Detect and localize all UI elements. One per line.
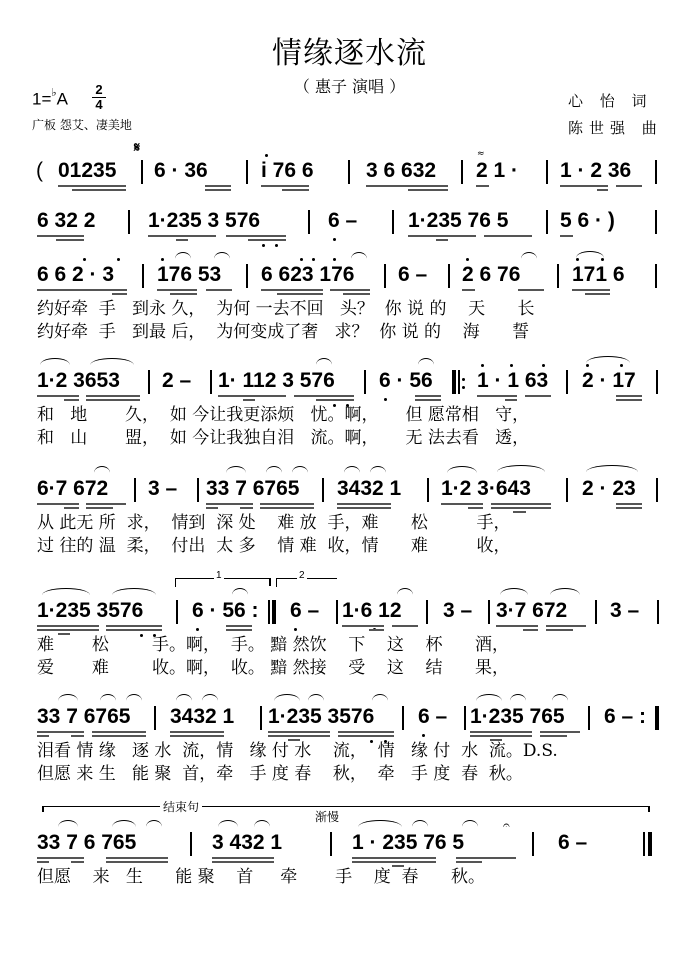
measure-1-1: 01235	[58, 159, 117, 182]
high-dot	[586, 364, 589, 367]
underline	[261, 185, 309, 187]
measure-2-4: 1·235 76 5	[408, 209, 509, 232]
underline	[37, 731, 84, 733]
measure-8-4: 6 –	[558, 831, 588, 854]
underline	[56, 239, 84, 241]
high-dot	[312, 258, 315, 261]
ending-bracket	[42, 806, 648, 807]
high-dot	[510, 364, 513, 367]
song-title: 情缘逐水流	[272, 36, 427, 71]
underline	[523, 629, 538, 631]
measure-7-3: 1·235 3576	[268, 705, 375, 728]
barline	[330, 832, 332, 856]
time-bottom: 4	[95, 97, 103, 112]
volta-1-bracket	[175, 570, 271, 587]
underline	[597, 189, 608, 191]
composer-credit: 陈世强 曲	[568, 119, 663, 137]
underline	[106, 857, 168, 859]
measure-4-6: 2 · 17	[582, 369, 636, 392]
lyrics-verse-1: 从 此无 所 求， 情到 深 处 难 放 手，难 松 手，	[37, 513, 511, 533]
underline	[282, 189, 309, 191]
measure-2-3: 6 –	[328, 209, 358, 232]
slur	[552, 694, 568, 701]
slur	[308, 694, 324, 701]
final-barline	[648, 832, 652, 856]
ritardando-label: 渐慢	[312, 808, 342, 825]
barline	[557, 264, 559, 288]
barline	[384, 264, 386, 288]
measure-5-2: 3 –	[148, 477, 178, 500]
measure-7-2: 3432 1	[170, 705, 235, 728]
barline	[427, 478, 429, 502]
underline	[205, 185, 231, 187]
slur	[226, 466, 246, 473]
slur	[232, 588, 248, 595]
time-top: 2	[95, 82, 103, 97]
slur	[397, 588, 413, 595]
slur	[476, 694, 502, 701]
barline	[197, 478, 199, 502]
underline	[176, 239, 188, 241]
slur	[176, 694, 192, 701]
lyrics-verse-1: 但愿 来 生 能 聚 首 牵 手 度 春 秋。	[37, 867, 485, 887]
measure-5-6: 2 · 23	[582, 477, 636, 500]
measure-1-2: 6 · 36	[154, 159, 208, 182]
underline	[37, 235, 84, 237]
measure-1-3: i 76 6	[261, 159, 314, 182]
measure-6-3: 6 –	[290, 599, 320, 622]
underline	[58, 185, 126, 187]
barline	[336, 600, 338, 624]
underline	[148, 235, 216, 237]
underline	[441, 503, 483, 505]
underline	[477, 395, 517, 397]
underline	[476, 185, 489, 187]
barline	[464, 706, 466, 730]
low-dot	[262, 244, 265, 247]
measure-8-1: 33 7 6 765	[37, 831, 137, 854]
measure-2-2: 1·235 3 576	[148, 209, 261, 232]
slur	[58, 820, 78, 827]
slur	[254, 820, 270, 827]
barline	[643, 832, 645, 856]
measure-6-6: 3·7 672	[496, 599, 568, 622]
barline	[546, 210, 548, 234]
underline	[86, 395, 140, 397]
repeat-start-barline	[452, 370, 456, 394]
lyricist-credit: 心 怡 词	[568, 92, 653, 110]
repeat-dot	[462, 386, 465, 389]
underline	[206, 503, 253, 505]
measure-6-5: 3 –	[443, 599, 473, 622]
barline	[322, 478, 324, 502]
underline	[456, 857, 516, 859]
underline	[496, 625, 538, 627]
high-dot	[481, 364, 484, 367]
underline	[415, 395, 441, 397]
slur	[497, 465, 545, 472]
underline	[540, 731, 580, 733]
underline	[392, 625, 418, 627]
underline	[616, 399, 642, 401]
measure-6-4: 1·6 12	[342, 599, 402, 622]
underline	[260, 503, 314, 505]
underline	[106, 625, 162, 627]
underline	[560, 185, 608, 187]
barline	[148, 370, 150, 394]
slur	[344, 466, 360, 473]
fermata-icon: 𝄐	[503, 818, 510, 832]
barline	[364, 370, 366, 394]
slur	[447, 466, 477, 473]
flat-icon: ♭	[51, 87, 57, 99]
high-dot	[265, 154, 268, 157]
barline	[308, 210, 310, 234]
low-dot	[333, 238, 336, 241]
barline	[657, 600, 659, 624]
underline	[513, 511, 526, 513]
underline	[491, 503, 551, 505]
measure-6-7: 3 –	[610, 599, 640, 622]
underline	[37, 857, 84, 859]
measure-3-2: 176 53	[157, 263, 222, 286]
key-note: A	[56, 89, 68, 109]
volta-1-end	[269, 578, 271, 586]
time-signature	[92, 84, 106, 111]
measure-6-2: 6 · 56 :	[192, 599, 259, 622]
measure-7-1: 33 7 6765	[37, 705, 131, 728]
barline	[246, 160, 248, 184]
underline	[205, 189, 231, 191]
slur	[510, 694, 526, 701]
barline	[190, 832, 192, 856]
barline	[656, 370, 658, 394]
slur	[372, 694, 388, 701]
high-dot	[117, 258, 120, 261]
measure-5-1: 6·7 672	[37, 477, 109, 500]
high-dot	[300, 258, 303, 261]
volta-2-bracket	[276, 570, 337, 587]
measure-8-3: 1 · 235 76 5	[352, 831, 465, 854]
lyrics-verse-1: 难 松 手。啊， 手。 黯 然饮 下 这 杯 酒，	[37, 635, 509, 655]
slur	[358, 820, 402, 827]
slur	[462, 820, 478, 827]
barline	[655, 160, 657, 184]
measure-7-4: 6 –	[418, 705, 448, 728]
trill-icon: ≈	[477, 149, 485, 159]
lyrics-verse-2: 和 山 盟， 如 今让我独自泪 流。啊， 无 法去看 透，	[37, 428, 530, 448]
underline	[616, 503, 642, 505]
key-label: 1=	[32, 89, 52, 109]
underline	[170, 731, 224, 733]
barline	[458, 370, 460, 394]
slur	[586, 465, 638, 472]
underline	[157, 289, 197, 291]
barline	[134, 478, 136, 502]
barline	[154, 706, 156, 730]
underline	[462, 289, 475, 291]
lyrics-verse-1: 泪看 情 缘 逐 水 流，情 缘 付 水 流， 情 缘 付 水 流。D.S.	[37, 741, 558, 761]
measure-7-5: 1·235 765	[470, 705, 565, 728]
underline	[518, 289, 544, 291]
barline	[210, 370, 212, 394]
slur	[112, 820, 136, 827]
measure-1-4: 3 6 632	[366, 159, 437, 182]
barline	[268, 600, 270, 624]
barline	[655, 264, 657, 288]
underline	[616, 395, 642, 397]
slur	[550, 588, 580, 595]
underline	[546, 625, 586, 627]
high-dot	[542, 364, 545, 367]
underline	[470, 731, 532, 733]
underline	[92, 731, 146, 733]
lyrics-verse-1: 约好牵 手 到永 久， 为何 一去不回 头？ 你 说 的 天 长	[37, 299, 535, 319]
slur	[146, 820, 162, 827]
slur	[94, 466, 110, 473]
slur	[126, 694, 142, 701]
measure-4-3: 1· 112 3 576	[218, 369, 335, 392]
measure-5-5: 1·2 3·643	[441, 477, 531, 500]
underline	[366, 185, 448, 187]
underline	[268, 731, 330, 733]
underline	[585, 293, 610, 295]
measure-1-5: 2 1 ·	[476, 159, 519, 182]
slur	[274, 694, 300, 701]
underline	[294, 395, 354, 397]
underline	[248, 239, 286, 241]
slur	[316, 358, 332, 365]
barline	[448, 264, 450, 288]
underline	[342, 625, 384, 627]
high-dot	[161, 258, 164, 261]
barline	[566, 478, 568, 502]
measure-4-5: 1 · 1 63	[477, 369, 549, 392]
underline	[37, 625, 99, 627]
ending-bracket-end	[648, 806, 650, 812]
lyrics-verse-2: 爱 难 收。啊， 收。 黯 然接 受 这 结 果，	[37, 658, 509, 678]
measure-6-1: 1·235 3576	[37, 599, 144, 622]
lyrics-verse-2: 约好牵 手 到最 后， 为何变成了奢 求？ 你 说 的 海 誓	[37, 322, 530, 342]
slur	[521, 252, 537, 259]
measure-2-1: 6 32 2	[37, 209, 96, 232]
barline	[260, 706, 262, 730]
underline	[408, 235, 476, 237]
underline	[212, 857, 274, 859]
measure-5-4: 3432 1	[337, 477, 402, 500]
underline	[484, 235, 532, 237]
underline	[352, 857, 436, 859]
underline	[560, 235, 573, 237]
underline	[338, 731, 394, 733]
slur	[500, 588, 528, 595]
high-dot	[333, 258, 336, 261]
barline	[461, 160, 463, 184]
slur	[100, 694, 116, 701]
underline	[572, 289, 610, 291]
volta-2-label: 2	[299, 570, 305, 581]
measure-4-4: 6 · 56	[379, 369, 433, 392]
barline	[402, 706, 404, 730]
barline	[176, 600, 178, 624]
ending-bracket-start	[42, 806, 44, 812]
slur	[90, 358, 134, 365]
repeat-dot	[462, 378, 465, 381]
barline	[595, 600, 597, 624]
underline	[616, 185, 642, 187]
low-dot	[275, 244, 278, 247]
lyrics-verse-2: 但愿 来 生 能 聚 首，牵 手 度 春 秋， 牵 手 度 春 秋。	[37, 764, 523, 784]
slur	[175, 252, 191, 259]
slur	[418, 358, 434, 365]
underline	[436, 239, 448, 241]
underline	[37, 503, 79, 505]
slur	[266, 466, 282, 473]
repeat-end-barline	[655, 706, 659, 730]
measure-8-2: 3 432 1	[212, 831, 283, 854]
underline	[525, 395, 551, 397]
measure-3-4: 6 –	[398, 263, 428, 286]
lyrics-verse-1: 和 地 久， 如 今让我更添烦 忧。啊， 但 愿常相 守，	[37, 405, 530, 425]
barline	[142, 264, 144, 288]
lyrics-verse-2: 过 往的 温 柔， 付出 太 多 情 难 收，情 难 收，	[37, 536, 511, 556]
measure-3-3: 6 623 176	[261, 263, 355, 286]
underline	[330, 289, 370, 291]
underline	[218, 395, 286, 397]
slur	[112, 588, 156, 595]
paren-open: (	[36, 159, 43, 182]
repeat-end-barline	[272, 600, 276, 624]
underline	[261, 289, 323, 291]
slur	[351, 252, 367, 259]
barline	[566, 370, 568, 394]
measure-5-3: 33 7 6765	[206, 477, 300, 500]
slur	[370, 466, 386, 473]
barline	[588, 706, 590, 730]
high-dot	[83, 258, 86, 261]
measure-4-1: 1·2 3653	[37, 369, 120, 392]
measure-3-1: 6 6 2 · 3	[37, 263, 115, 286]
underline	[226, 235, 286, 237]
slur	[58, 694, 78, 701]
slur	[292, 466, 308, 473]
barline	[532, 832, 534, 856]
high-dot	[576, 258, 579, 261]
underline	[616, 507, 642, 509]
underline	[37, 395, 79, 397]
key-signature	[32, 88, 68, 110]
barline	[655, 210, 657, 234]
slur	[40, 358, 70, 365]
slur	[412, 820, 428, 827]
slur	[586, 356, 630, 363]
barline	[246, 264, 248, 288]
measure-3-6: 171 6	[572, 263, 625, 286]
barline	[392, 210, 394, 234]
tempo-marking: 广板 怨艾、凄美地	[32, 118, 132, 132]
underline	[226, 625, 252, 627]
singer-credit: （ 惠子 演唱 ）	[293, 77, 406, 96]
measure-2-5: 5 6 · )	[560, 209, 615, 232]
underline	[408, 189, 448, 191]
underline	[72, 189, 126, 191]
barline	[426, 600, 428, 624]
barline	[128, 210, 130, 234]
slur	[42, 588, 90, 595]
underline	[546, 629, 573, 631]
barline	[141, 160, 143, 184]
barline	[546, 160, 548, 184]
ending-label: 结束句	[160, 798, 202, 815]
underline	[337, 503, 391, 505]
high-dot	[601, 258, 604, 261]
measure-1-6: 1 · 2 36	[560, 159, 632, 182]
barline	[656, 478, 658, 502]
slur	[214, 252, 230, 259]
underline	[206, 289, 232, 291]
slur	[218, 820, 238, 827]
measure-4-2: 2 –	[162, 369, 192, 392]
slur	[576, 251, 604, 258]
measure-3-5: 2 6 76	[462, 263, 521, 286]
measure-7-6: 6 – :	[604, 705, 647, 728]
barline	[348, 160, 350, 184]
high-dot	[620, 364, 623, 367]
high-dot	[466, 258, 469, 261]
volta-1-label: 1	[216, 570, 222, 581]
underline	[86, 503, 126, 505]
underline	[37, 289, 127, 291]
segno-icon: 𝄋	[134, 140, 141, 156]
slur	[202, 694, 218, 701]
barline	[488, 600, 490, 624]
